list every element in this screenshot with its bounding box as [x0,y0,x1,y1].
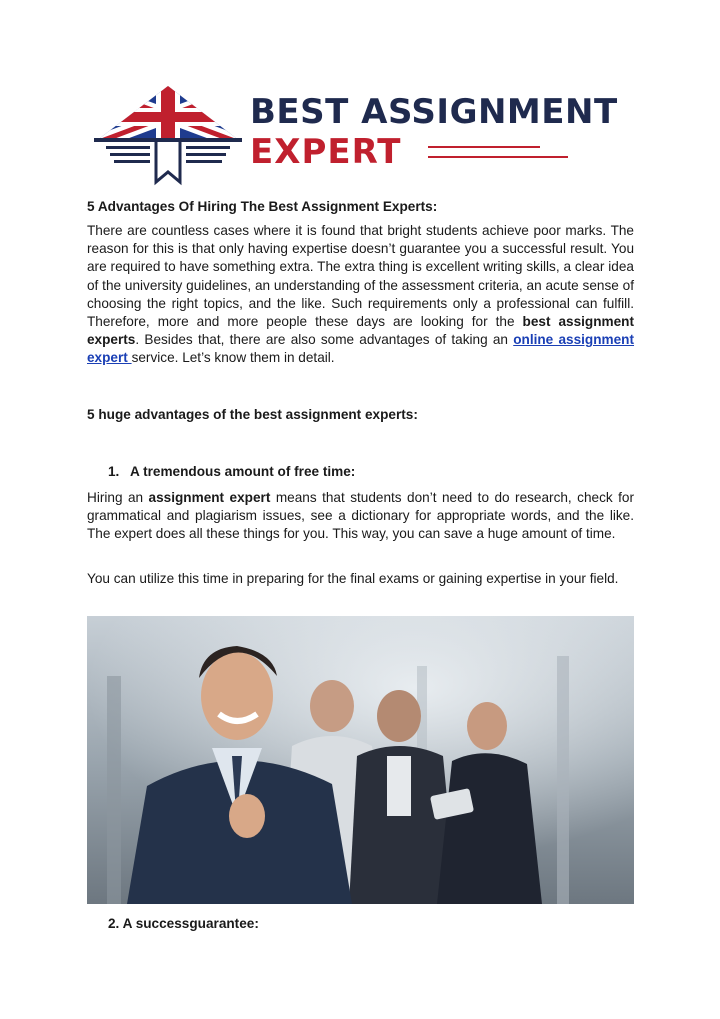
online-assignment-expert-link[interactable]: online assignment expert [87,332,635,366]
logo-wordmark-bottom: EXPERT [250,132,402,172]
section-heading-advantages: 5 Advantages Of Hiring The Best Assignment Experts: [87,199,438,214]
list-item-2-title: 2. A successguarantee: [108,916,259,931]
list-item-title-text: A tremendous amount of free time: [130,464,356,479]
photo-illustration [87,616,634,904]
intro-paragraph [87,222,634,368]
item1-text-2: means that students don’t need to do research, check for grammatical and plagiarism issues, see a dictionary for appropriate words, and the like. The expert does all these things for you. This way, you can save a huge amount of time. [87,490,634,542]
logo-underline-short [428,146,540,148]
item1-paragraph-2: You can utilize this time in preparing for the final exams or gaining expertise in your field. [87,571,619,586]
intro-bold-keyword: best assignment experts [87,314,634,348]
intro-text-2: . Besides that, there are also some advantages of taking an [135,332,514,348]
union-jack-book-icon [88,86,248,186]
item1-paragraph-1 [87,489,634,544]
section-heading-huge-advantages: 5 huge advantages of the best assignment experts: [87,407,418,422]
list-item-number: 1. [108,464,120,479]
list-item-1-title [108,464,355,479]
logo-underline-long [428,156,568,158]
intro-text-1: There are countless cases where it is found that bright students achieve poor marks. The reason for this is that only having expertise doesn’t guarantee you a successful result. You are required to have something extra. The extra thing is excellent writing skills, a clear idea of the university guidelines, an understanding of the assessment criteria, an acute sense of choosing the right topics, and the like. Such requirements only a professional can fulfill. Therefore, more and more people these days are looking for the [87,223,634,330]
business-team-photo [87,616,634,904]
item1-text-1: Hiring an [87,490,149,505]
brand-logo [88,86,648,186]
item1-bold-keyword: assignment expert [148,490,271,505]
intro-text-3: service. Let’s know them in detail. [131,350,335,366]
logo-wordmark-top: BEST ASSIGNMENT [250,92,618,132]
